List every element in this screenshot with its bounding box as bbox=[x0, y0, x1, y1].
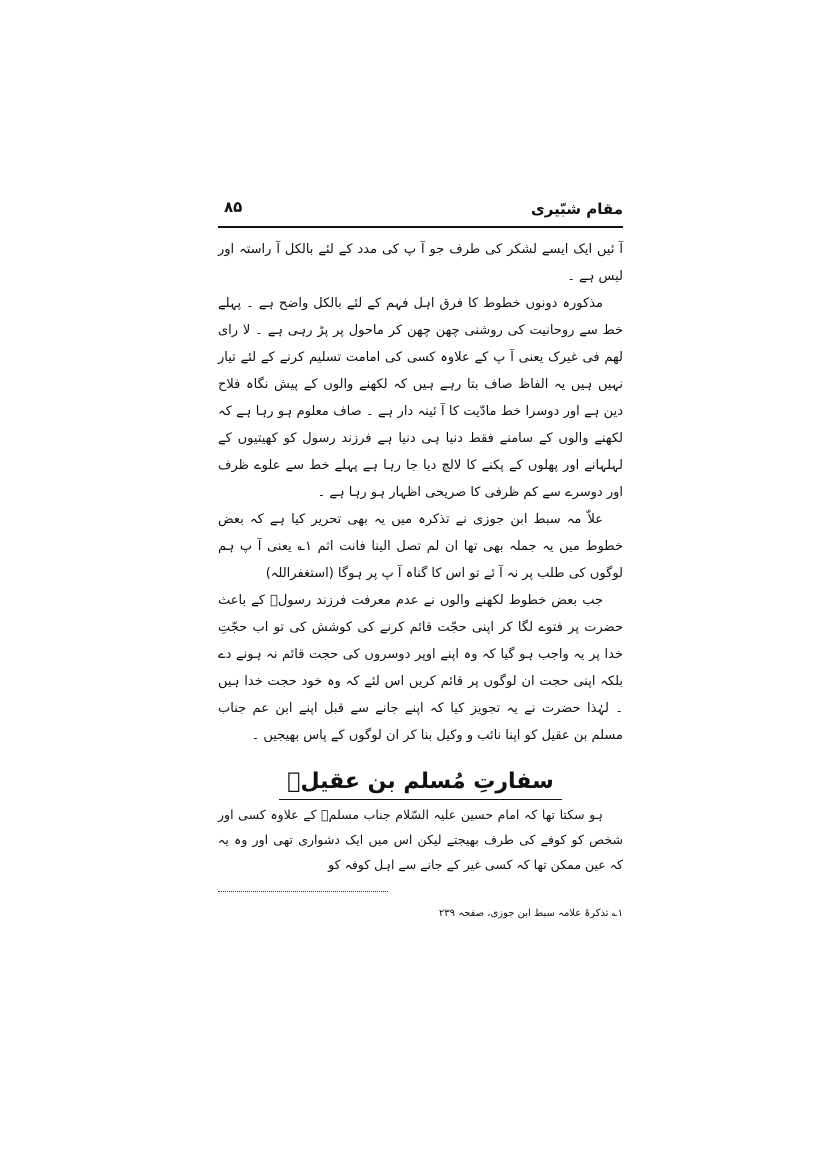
header-rule bbox=[218, 226, 623, 228]
paragraph-2: مذکورہ دونوں خطوط کا فرق اہل فہم کے لئے بالکل واضح ہے ۔ پہلے خط سے روحانیت کی روشنی چھن چھن کر ماحول پر پڑ رہی ہے ۔ لا رای لھم فی غیرک یعنی آ پ کے علاوہ کسی کی امامت تسلیم کرنے کے لئے تیار نہیں ہیں یہ الفاظ صاف بتا رہے ہیں کہ لکھنے والوں کے پیش نگاہ فلاح دین ہے اور دوسرا خط مادّیت کا آ ئینہ دار ہے ۔ صاف معلوم ہو رہا ہے کہ لکھنے والوں کے سامنے فقط دنیا ہی دنیا ہے فرزند رسول کو کھیتیوں کے لہلہانے اور پھلوں کے پکنے کا لالچ دیا جا رہا ہے پہلے خط سے علوے ظرف اور دوسرے سے کم ظرفی کا صریحی اظہار ہو رہا ہے ۔ bbox=[218, 296, 623, 500]
footnote-rule bbox=[218, 891, 388, 892]
paragraph-1: آ ئیں ایک ایسے لشکر کی طرف جو آ پ کی مدد کے لئے بالکل آ راستہ اور لیس ہے ۔ bbox=[218, 242, 623, 284]
section-heading-wrap bbox=[218, 767, 623, 800]
page bbox=[218, 196, 623, 924]
page-header bbox=[218, 196, 623, 226]
running-title: مقام شبّیری bbox=[530, 200, 623, 218]
footnote: ۱؎ تذکرۂ علامہ سبط ابن جوزی، صفحہ ۲۳۹ bbox=[438, 908, 623, 919]
paragraph-3: علاّ مہ سبط ابن جوزی نے تذکرہ میں یہ بھی تحریر کیا ہے کہ بعض خطوط میں یہ جملہ بھی تھا ان لم تصل الینا فانت اثم ۱؎ یعنی آ پ ہم لوگوں کی طلب پر نہ آ ئے تو اس کا گناہ آ پ پر ہوگا (استغفراللہ) bbox=[218, 512, 623, 581]
paragraph-4: جب بعض خطوط لکھنے والوں نے عدم معرفت فرزند رسولؐ کے باعث حضرت پر فتوے لگا کر اپنی حجّت قائم کرنے کی کوشش کی تو اب حجّتِ خدا پر یہ واجب ہو گیا کہ وہ اپنے اوپر دوسروں کی حجت قائم نہ ہونے دے بلکہ اپنی حجت ان لوگوں پر قائم کریں اس لئے کہ وہ خود حجت خدا ہیں ۔ لہٰذا حضرت نے یہ تجویز کیا کہ اپنے جانے سے قبل اپنے ابن عم جناب مسلم بن عقیل کو اپنا نائب و وکیل بنا کر ان لوگوں کے پاس بھیجیں ۔ bbox=[218, 593, 623, 743]
section-heading: سفارتِ مُسلم بن عقیلؑ bbox=[279, 767, 561, 800]
page-body bbox=[218, 226, 623, 924]
section-paragraph: ہو سکتا تھا کہ امام حسین علیہ السّلام جناب مسلمؑ کے علاوہ کسی اور شخص کو کوفے کی طرف بھیجتے لیکن اس میں ایک دشواری تھی اور وہ یہ کہ عین ممکن تھا کہ کسی غیر کے جانے سے اہل کوفہ کو bbox=[218, 807, 623, 872]
page-number: ۸۵ bbox=[224, 198, 243, 216]
